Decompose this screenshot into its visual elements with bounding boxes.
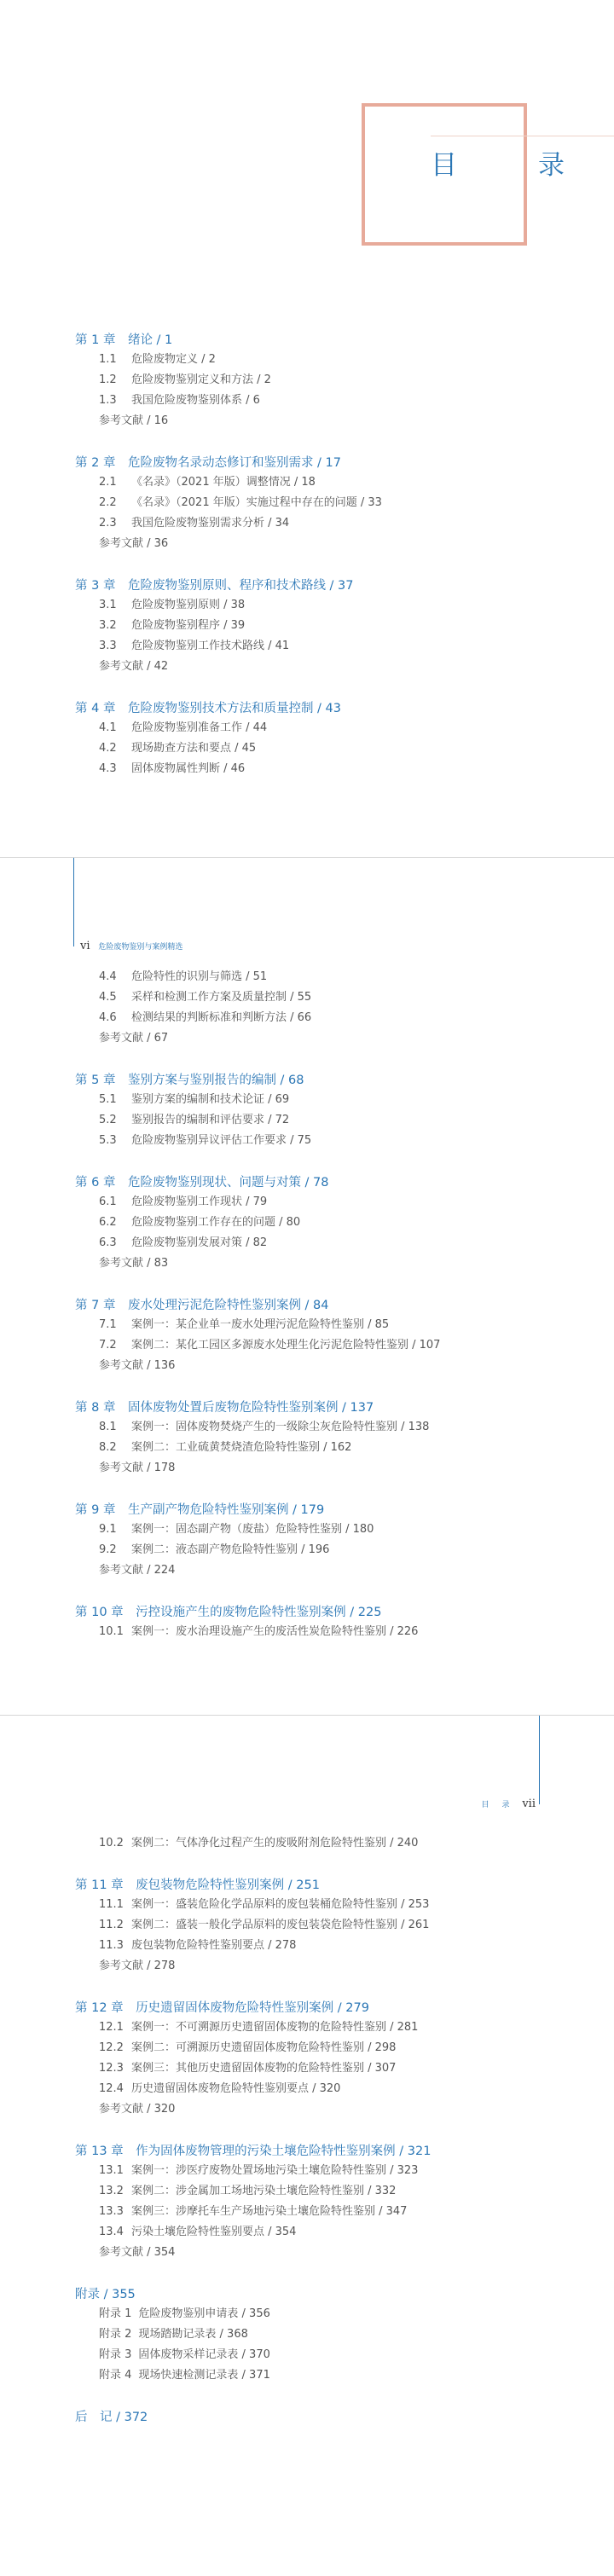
toc-section-entry [0, 391, 614, 411]
section-title: 案例一：涉医疗废物处置场地污染土壤危险特性鉴别 / 323 [131, 2164, 419, 2177]
section-number: 12.2 [99, 2041, 124, 2054]
toc-section-entry [0, 1335, 614, 1356]
section-title: 固体废物属性判断 / 46 [131, 762, 246, 775]
toc-chapter-entry: 第 13 章 作为固体废物管理的污染土壤危险特性鉴别案例 / 321 [75, 2145, 432, 2158]
section-title: 案例二：气体净化过程产生的废吸附剂危险特性鉴别 / 240 [131, 1837, 419, 1850]
section-title: 危险特性的识别与筛选 / 51 [131, 970, 268, 983]
section-number: 6.1 [99, 1195, 117, 1208]
toc-chapter-entry: 附录 / 355 [75, 2288, 136, 2301]
section-number: 13.4 [99, 2226, 124, 2238]
toc-section-entry [0, 616, 614, 636]
toc-references-entry: 参考文献 / 178 [99, 1462, 176, 1474]
toc-section-entry [0, 350, 614, 370]
section-number: 11.3 [99, 1939, 124, 1952]
section-number: 4.1 [99, 721, 117, 734]
section-title: 现场快速检测记录表 / 371 [138, 2369, 270, 2382]
toc-section-entry [0, 1622, 614, 1642]
toc-references-entry: 参考文献 / 83 [99, 1257, 169, 1270]
section-title: 污染土壤危险特性鉴别要点 / 354 [131, 2226, 297, 2238]
section-number: 12.1 [99, 2021, 124, 2034]
toc-references-entry: 参考文献 / 67 [99, 1032, 169, 1045]
toc-section-entry [0, 1417, 614, 1438]
section-title: 现场踏勘记录表 / 368 [138, 2328, 248, 2341]
section-title: 检测结果的判断标准和判断方法 / 66 [131, 1011, 312, 1024]
section-number: 4.3 [99, 762, 117, 775]
section-title: 案例三：其他历史遗留固体废物的危险特性鉴别 / 307 [131, 2062, 397, 2075]
toc-section-entry [0, 1833, 614, 1854]
section-title: 危险废物鉴别工作现状 / 79 [131, 1195, 268, 1208]
toc-section-entry [0, 967, 614, 987]
section-title: 我国危险废物鉴别需求分析 / 34 [131, 517, 290, 530]
toc-chapter-entry: 后 记 / 372 [75, 2411, 148, 2424]
section-number: 9.2 [99, 1543, 117, 1556]
toc-references-entry: 参考文献 / 36 [99, 537, 169, 550]
toc-section-entry [0, 513, 614, 534]
toc-section-entry [0, 1008, 614, 1028]
section-title: 案例二：涉金属加工场地污染土壤危险特性鉴别 / 332 [131, 2185, 397, 2197]
section-title: 《名录》（2021 年版）实施过程中存在的问题 / 33 [131, 496, 382, 509]
section-number: 6.3 [99, 1236, 117, 1249]
toc-section-entry [0, 1520, 614, 1540]
section-number: 5.2 [99, 1114, 117, 1126]
section-number: 3.3 [99, 640, 117, 652]
toc-references-entry: 参考文献 / 224 [99, 1564, 176, 1577]
running-header [80, 940, 182, 952]
section-title: 案例二：可溯源历史遗留固体废物危险特性鉴别 / 298 [131, 2041, 397, 2054]
section-title: 危险废物鉴别申请表 / 356 [138, 2307, 270, 2320]
section-number: 2.1 [99, 476, 117, 489]
section-title: 案例二：工业硫黄焚烧渣危险特性鉴别 / 162 [131, 1441, 352, 1454]
section-number: 1.3 [99, 394, 117, 407]
section-title: 固体废物采样记录表 / 370 [138, 2348, 270, 2361]
section-number: 附录 4 [99, 2369, 132, 2382]
section-number: 11.1 [99, 1898, 124, 1911]
toc-chapter-entry: 第 12 章 历史遗留固体废物危险特性鉴别案例 / 279 [75, 2001, 369, 2015]
toc-chapter-entry: 第 10 章 污控设施产生的废物危险特性鉴别案例 / 225 [75, 1606, 382, 1619]
toc-references-entry: 参考文献 / 16 [99, 414, 169, 427]
toc-section-entry [0, 2038, 614, 2058]
section-title: 危险废物鉴别定义和方法 / 2 [131, 373, 271, 386]
toc-section-entry [0, 493, 614, 513]
section-number: 9.1 [99, 1523, 117, 1536]
toc-chapter-entry: 第 8 章 固体废物处置后废物危险特性鉴别案例 / 137 [75, 1401, 374, 1415]
section-number: 12.3 [99, 2062, 124, 2075]
toc-references-entry: 参考文献 / 320 [99, 2103, 176, 2116]
section-title: 危险废物鉴别异议评估工作要求 / 75 [131, 1134, 312, 1147]
section-title: 危险废物鉴别原则 / 38 [131, 599, 246, 611]
header-rule [73, 858, 74, 946]
section-number: 5.1 [99, 1093, 117, 1106]
section-number: 附录 3 [99, 2348, 132, 2361]
section-number: 1.1 [99, 353, 117, 366]
page-number: vii [522, 1797, 536, 1810]
toc-list-page-1 [0, 331, 614, 779]
toc-chapter-entry: 第 9 章 生产副产物危险特性鉴别案例 / 179 [75, 1503, 325, 1517]
toc-section-entry [0, 1915, 614, 1936]
section-number: 4.6 [99, 1011, 117, 1024]
toc-chapter-entry: 第 7 章 废水处理污泥危险特性鉴别案例 / 84 [75, 1299, 329, 1312]
toc-section-entry [0, 2181, 614, 2202]
toc-chapter-entry: 第 1 章 绪论 / 1 [75, 333, 173, 347]
toc-section-entry [0, 1315, 614, 1335]
toc-section-entry [0, 595, 614, 616]
section-title: 现场勘查方法和要点 / 45 [131, 742, 257, 755]
toc-references-entry: 参考文献 / 278 [99, 1959, 176, 1972]
section-title: 危险废物定义 / 2 [131, 353, 216, 366]
section-number: 7.1 [99, 1318, 117, 1331]
section-title: 采样和检测工作方案及质量控制 / 55 [131, 991, 312, 1004]
section-title: 废包装物危险特性鉴别要点 / 278 [131, 1939, 297, 1952]
section-number: 12.4 [99, 2082, 124, 2095]
toc-chapter-entry: 第 3 章 危险废物鉴别原则、程序和技术路线 / 37 [75, 579, 354, 593]
section-title: 案例一：废水治理设施产生的废活性炭危险特性鉴别 / 226 [131, 1625, 419, 1638]
toc-list-page-2 [0, 967, 614, 1642]
toc-section-entry [0, 1540, 614, 1560]
toc-section-entry [0, 738, 614, 759]
section-number: 8.1 [99, 1421, 117, 1433]
section-number: 10.2 [99, 1837, 124, 1850]
toc-chapter-entry: 第 5 章 鉴别方案与鉴别报告的编制 / 68 [75, 1074, 304, 1087]
toc-section-entry [0, 2222, 614, 2243]
section-title: 案例二：某化工园区多源废水处理生化污泥危险特性鉴别 / 107 [131, 1339, 441, 1352]
page-number: vi [80, 940, 90, 952]
section-title: 危险废物鉴别工作技术路线 / 41 [131, 640, 290, 652]
toc-chapter-entry: 第 2 章 危险废物名录动态修订和鉴别需求 / 17 [75, 456, 341, 470]
toc-section-entry [0, 1131, 614, 1151]
section-title: 目 录 [481, 1801, 513, 1809]
toc-section-entry [0, 2345, 614, 2365]
section-number: 4.5 [99, 991, 117, 1004]
section-number: 13.1 [99, 2164, 124, 2177]
toc-list-page-3 [0, 1833, 614, 2427]
section-number: 4.4 [99, 970, 117, 983]
section-title: 案例一：固体废物焚烧产生的一级除尘灰危险特性鉴别 / 138 [131, 1421, 430, 1433]
section-title: 案例二：液态副产物危险特性鉴别 / 196 [131, 1543, 330, 1556]
section-number: 10.1 [99, 1625, 124, 1638]
toc-section-entry [0, 1936, 614, 1956]
toc-references-entry: 参考文献 / 354 [99, 2246, 176, 2259]
toc-section-entry [0, 987, 614, 1008]
section-number: 1.2 [99, 373, 117, 386]
section-number: 3.2 [99, 619, 117, 632]
section-title: 危险废物鉴别准备工作 / 44 [131, 721, 268, 734]
header-rule [539, 1716, 540, 1804]
section-number: 4.2 [99, 742, 117, 755]
section-title: 案例二：盛装一般化学品原料的废包装袋危险特性鉴别 / 261 [131, 1919, 430, 1931]
toc-section-entry [0, 1895, 614, 1915]
section-title: 案例一：某企业单一废水处理污泥危险特性鉴别 / 85 [131, 1318, 390, 1331]
section-title: 案例三：涉摩托车生产场地污染土壤危险特性鉴别 / 347 [131, 2205, 408, 2218]
section-title: 危险废物鉴别工作存在的问题 / 80 [131, 1216, 301, 1229]
section-title: 鉴别报告的编制和评估要求 / 72 [131, 1114, 290, 1126]
section-title: 案例一：盛装危险化学品原料的废包装桶危险特性鉴别 / 253 [131, 1898, 430, 1911]
section-number: 5.3 [99, 1134, 117, 1147]
toc-section-entry [0, 2365, 614, 2386]
toc-references-entry: 参考文献 / 136 [99, 1359, 176, 1372]
toc-chapter-entry: 第 6 章 危险废物鉴别现状、问题与对策 / 78 [75, 1176, 329, 1190]
section-title: 危险废物鉴别发展对策 / 82 [131, 1236, 268, 1249]
section-number: 2.3 [99, 517, 117, 530]
toc-page-3 [0, 1716, 614, 2576]
toc-section-entry [0, 2161, 614, 2181]
section-title: 我国危险废物鉴别体系 / 6 [131, 394, 260, 407]
section-number: 2.2 [99, 496, 117, 509]
section-title: 危险废物鉴别程序 / 39 [131, 619, 246, 632]
toc-section-entry [0, 2058, 614, 2079]
section-title: 案例一：固态副产物（废盐）危险特性鉴别 / 180 [131, 1523, 374, 1536]
toc-references-entry: 参考文献 / 42 [99, 660, 169, 673]
section-number: 附录 2 [99, 2328, 132, 2341]
running-header [481, 1797, 536, 1810]
section-title: 鉴别方案的编制和技术论证 / 69 [131, 1093, 290, 1106]
toc-section-entry [0, 1438, 614, 1458]
toc-section-entry [0, 1110, 614, 1131]
toc-section-entry [0, 2324, 614, 2345]
section-number: 11.2 [99, 1919, 124, 1931]
section-number: 13.2 [99, 2185, 124, 2197]
toc-section-entry [0, 370, 614, 391]
toc-section-entry [0, 759, 614, 779]
toc-section-entry [0, 1233, 614, 1253]
book-title: 危险废物鉴别与案例精选 [98, 943, 183, 952]
section-number: 3.1 [99, 599, 117, 611]
toc-chapter-entry: 第 11 章 废包装物危险特性鉴别案例 / 251 [75, 1878, 320, 1892]
toc-section-entry [0, 1213, 614, 1233]
section-number: 附录 1 [99, 2307, 132, 2320]
section-title: 历史遗留固体废物危险特性鉴别要点 / 320 [131, 2082, 341, 2095]
section-number: 7.2 [99, 1339, 117, 1352]
toc-section-entry [0, 636, 614, 657]
section-title: 《名录》（2021 年版）调整情况 / 18 [131, 476, 316, 489]
toc-section-entry [0, 1090, 614, 1110]
toc-section-entry [0, 2017, 614, 2038]
toc-page-2 [0, 858, 614, 1715]
toc-section-entry [0, 2304, 614, 2324]
toc-page-1 [0, 0, 614, 857]
toc-section-entry [0, 2202, 614, 2222]
section-number: 8.2 [99, 1441, 117, 1454]
toc-chapter-entry: 第 4 章 危险废物鉴别技术方法和质量控制 / 43 [75, 702, 341, 715]
toc-section-entry [0, 472, 614, 493]
toc-section-entry [0, 2079, 614, 2099]
section-title: 案例一：不可溯源历史遗留固体废物的危险特性鉴别 / 281 [131, 2021, 419, 2034]
toc-title: 目 录 [431, 150, 592, 181]
toc-section-entry [0, 718, 614, 738]
toc-section-entry [0, 1192, 614, 1213]
section-number: 13.3 [99, 2205, 124, 2218]
section-number: 6.2 [99, 1216, 117, 1229]
